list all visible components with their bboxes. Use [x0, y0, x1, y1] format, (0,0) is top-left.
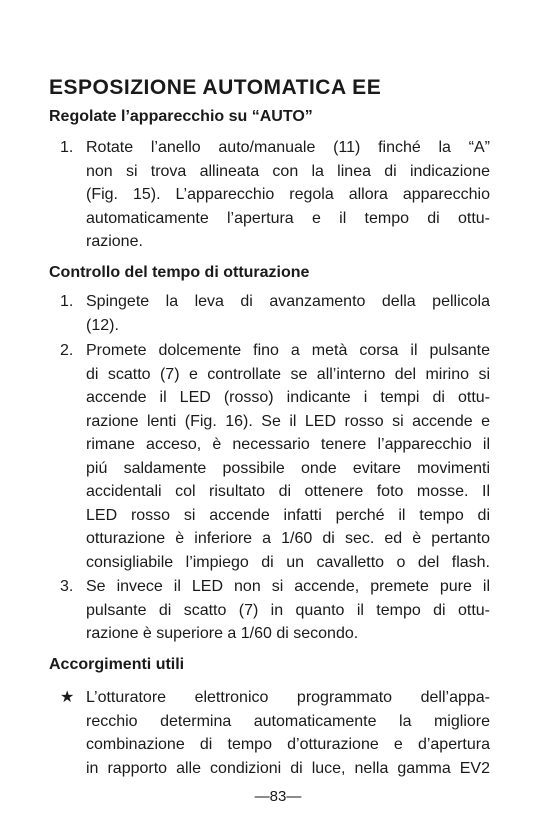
- item-number: 1.: [60, 293, 74, 310]
- text-line: non si trova allineata con la linea di indicazione: [86, 162, 490, 180]
- text-line: razione è superiore a 1/60 di secondo.: [86, 625, 359, 642]
- section-heading-auto: Regolate l’apparecchio su “AUTO”: [49, 108, 313, 125]
- text-line: Rotate l’anello auto/manuale (11) finché la “A”: [86, 139, 490, 156]
- text-line: Promete dolcemente fino a metà corsa il pulsante: [86, 342, 490, 359]
- text-line: recchio determina automaticamente la migliore: [86, 712, 490, 730]
- section-heading-tips: Accorgimenti utili: [49, 656, 185, 673]
- item-text: [86, 290, 490, 337]
- item-text: [86, 339, 490, 574]
- text-line: accende il LED (rosso) indicante i tempi di ottu-: [86, 389, 490, 406]
- text-line: (Fig. 15). L’apparecchio regola allora apparecchio: [86, 186, 490, 203]
- star-icon: ★: [60, 689, 75, 706]
- item-text: [86, 686, 490, 780]
- text-line: accidentali col risultato di ottenere foto mosse. Il: [86, 483, 490, 500]
- text-line: pulsante di scatto (7) in quanto il tempo di ottu-: [86, 601, 490, 619]
- text-line: consigliabile l’impiego di un cavalletto o del flash.: [86, 553, 490, 571]
- text-line: automaticamente l’apertura e il tempo di ottu-: [86, 209, 490, 227]
- text-line: otturazione è inferiore a 1/60 di sec. ed è pertanto: [86, 530, 490, 547]
- text-line: rimane acceso, è necessario tenere l’apparecchio il: [86, 436, 490, 453]
- item-number: 1.: [60, 139, 74, 156]
- item-text: [86, 136, 490, 254]
- text-line: (12).: [86, 316, 119, 334]
- page-title: ESPOSIZIONE AUTOMATICA EE: [49, 76, 382, 99]
- text-line: piú saldamente possibile onde evitare movimenti: [86, 459, 490, 477]
- text-line: L’otturatore elettronico programmato dell’appa-: [86, 689, 490, 706]
- item-number: 2.: [60, 342, 74, 359]
- text-line: razione lenti (Fig. 16). Se il LED rosso si accende e: [86, 412, 490, 430]
- text-line: Se invece il LED non si accende, premete pure il: [86, 578, 490, 595]
- text-line: razione.: [86, 233, 143, 250]
- text-line: LED rosso si accende infatti perché il tempo di: [86, 506, 490, 524]
- text-line: in rapporto alle condizioni di luce, nella gamma EV2: [86, 759, 490, 777]
- text-line: Spingete la leva di avanzamento della pellicola: [86, 293, 490, 310]
- page-number: —83—: [254, 788, 302, 805]
- section-heading-shutter-control: Controllo del tempo di otturazione: [49, 264, 310, 281]
- item-text: [86, 575, 490, 646]
- text-line: di scatto (7) e controllate se all’interno del mirino si: [86, 365, 490, 383]
- item-number: 3.: [60, 578, 74, 595]
- text-line: combinazione di tempo d’otturazione e d’apertura: [86, 736, 490, 753]
